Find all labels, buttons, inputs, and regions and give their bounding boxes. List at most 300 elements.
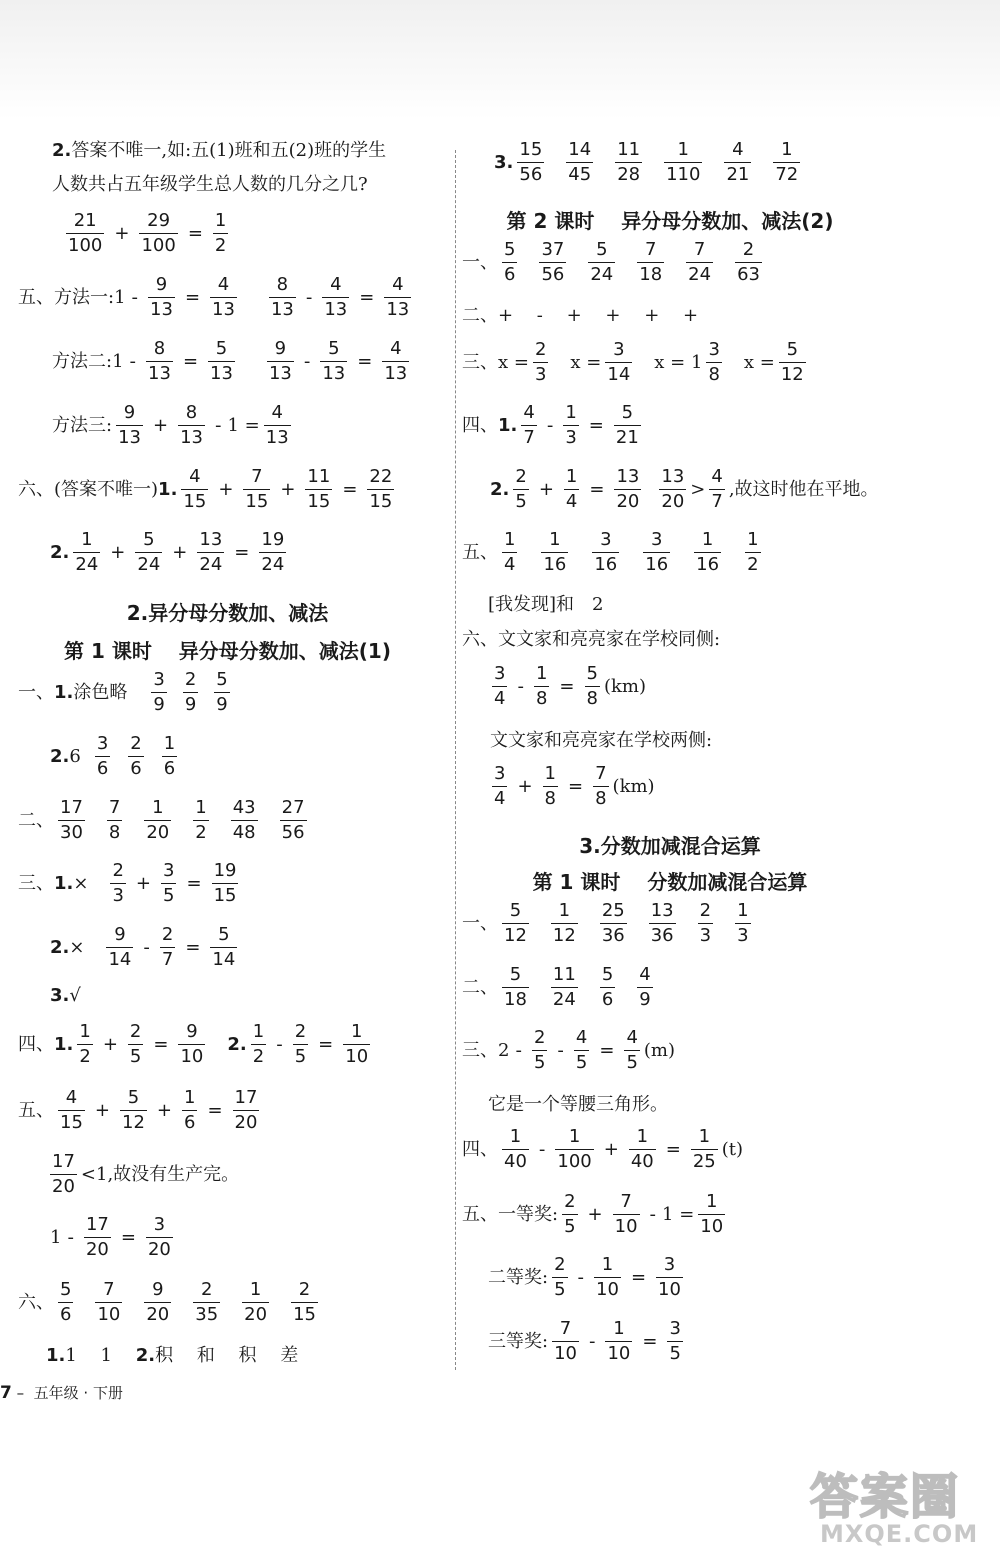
operator: + bbox=[152, 414, 169, 436]
operator: = bbox=[357, 350, 373, 372]
fraction-numerator: 11 bbox=[617, 139, 641, 160]
fraction-denominator: 15 bbox=[245, 490, 269, 512]
fraction bbox=[492, 665, 507, 709]
fraction-denominator: 13 bbox=[322, 362, 346, 384]
fraction-denominator: 13 bbox=[386, 298, 410, 320]
fraction-numerator: 1 bbox=[509, 1126, 522, 1147]
fraction bbox=[293, 1023, 308, 1067]
fraction bbox=[566, 141, 593, 185]
answer-line bbox=[18, 1023, 374, 1067]
fraction bbox=[146, 1216, 173, 1260]
text-segment: 三、2 bbox=[462, 1039, 510, 1061]
fraction-numerator: 8 bbox=[153, 338, 166, 359]
fraction-denominator: 30 bbox=[60, 821, 83, 843]
fraction bbox=[178, 1023, 205, 1067]
fraction bbox=[233, 1089, 260, 1133]
fraction bbox=[551, 966, 578, 1010]
text-segment: 文文家和亮亮家在学校两侧: bbox=[490, 730, 713, 751]
fraction-denominator: 13 bbox=[384, 362, 408, 384]
fraction-numerator: 3 bbox=[153, 669, 165, 690]
fraction bbox=[698, 902, 713, 946]
fraction-numerator: 3 bbox=[708, 339, 720, 360]
text-segment: 方法三: bbox=[52, 414, 113, 436]
fraction-denominator: 6 bbox=[163, 757, 176, 779]
fraction-numerator: 2 bbox=[161, 924, 174, 945]
fraction bbox=[745, 531, 760, 575]
fraction-numerator: 5 bbox=[596, 239, 608, 260]
fraction bbox=[382, 340, 409, 384]
fraction-numerator: 1 bbox=[613, 1318, 625, 1339]
fraction-numerator: 1 bbox=[558, 900, 571, 921]
fraction bbox=[613, 1193, 640, 1237]
fraction bbox=[643, 531, 670, 575]
fraction-numerator: 2 bbox=[699, 900, 712, 921]
fraction-numerator: 3 bbox=[494, 663, 506, 684]
fraction-numerator: 5 bbox=[509, 900, 522, 921]
fraction bbox=[563, 404, 578, 448]
fraction-denominator: 2 bbox=[214, 234, 227, 256]
text-segment: 三等奖: bbox=[488, 1330, 549, 1352]
fraction bbox=[521, 404, 536, 448]
fraction-numerator: 1 bbox=[535, 663, 548, 684]
text-segment: 6 bbox=[69, 745, 81, 767]
fraction-denominator: 20 bbox=[661, 490, 685, 512]
answer-line bbox=[488, 1320, 687, 1364]
fraction-denominator: 100 bbox=[141, 234, 176, 256]
fraction-numerator: 2 bbox=[533, 1027, 546, 1048]
scan-top-shade bbox=[0, 0, 1000, 120]
operator: = bbox=[630, 1266, 647, 1288]
fraction-numerator: 4 bbox=[330, 274, 342, 295]
fraction-numerator: 9 bbox=[123, 402, 136, 423]
operator: - bbox=[577, 1266, 585, 1288]
fraction bbox=[664, 141, 702, 185]
fraction-denominator: 36 bbox=[650, 924, 674, 946]
fraction-numerator: 1 bbox=[152, 797, 164, 818]
fraction-denominator: 16 bbox=[645, 553, 669, 575]
fraction-numerator: 9 bbox=[274, 338, 287, 359]
item-number: 1. bbox=[54, 1033, 74, 1055]
fraction-numerator: 8 bbox=[185, 402, 198, 423]
fraction-denominator: 6 bbox=[60, 1303, 72, 1325]
fraction-numerator: 1 bbox=[781, 139, 793, 160]
fraction-numerator: 7 bbox=[103, 1279, 115, 1300]
fraction-denominator: 10 bbox=[658, 1278, 681, 1300]
text-segment: 二、+ - + + + + bbox=[462, 305, 699, 326]
text-segment: × bbox=[73, 872, 89, 894]
fraction-denominator: 100 bbox=[68, 234, 103, 256]
answer-line bbox=[46, 1347, 298, 1365]
text-segment: 二、 bbox=[462, 976, 498, 998]
fraction-numerator: 13 bbox=[616, 466, 640, 487]
fraction bbox=[779, 341, 806, 385]
fraction bbox=[193, 799, 208, 843]
fraction-numerator: 5 bbox=[215, 338, 228, 359]
fraction-numerator: 7 bbox=[620, 1191, 632, 1212]
text-segment: 五、方法一:1 bbox=[18, 286, 126, 308]
fraction bbox=[193, 1281, 220, 1325]
fraction bbox=[605, 341, 632, 385]
fraction bbox=[280, 799, 307, 843]
answer-line bbox=[488, 1096, 668, 1114]
fraction-denominator: 14 bbox=[108, 948, 132, 970]
text-segment: 一、 bbox=[18, 681, 54, 703]
fraction-denominator: 5 bbox=[626, 1051, 638, 1073]
answer-line bbox=[488, 665, 646, 709]
heading-right-lesson-2: 第 2 课时 异分母分数加、减法(2) bbox=[506, 209, 834, 233]
fraction bbox=[50, 1153, 77, 1197]
fraction-denominator: 3 bbox=[534, 363, 547, 385]
answer-line bbox=[18, 276, 415, 320]
item-number: 2. bbox=[50, 541, 70, 563]
fraction-numerator: 4 bbox=[732, 139, 744, 160]
fraction-numerator: 4 bbox=[639, 964, 651, 985]
fraction-denominator: 3 bbox=[112, 884, 124, 906]
fraction-numerator: 13 bbox=[199, 529, 223, 550]
answer-line bbox=[52, 404, 295, 448]
operator: = bbox=[120, 1226, 136, 1248]
fraction-denominator: 3 bbox=[699, 924, 712, 946]
fraction-numerator: 1 bbox=[701, 529, 714, 550]
fraction-denominator: 12 bbox=[122, 1111, 145, 1133]
fraction-numerator: 2 bbox=[294, 1021, 307, 1042]
fraction-numerator: 11 bbox=[307, 466, 331, 487]
fraction-numerator: 3 bbox=[494, 763, 506, 784]
fraction bbox=[58, 799, 85, 843]
fraction bbox=[552, 1256, 567, 1300]
answer-line bbox=[462, 404, 645, 448]
fraction bbox=[588, 241, 615, 285]
fraction-denominator: 2 bbox=[252, 1045, 265, 1067]
operator: = bbox=[207, 1099, 223, 1121]
fraction-numerator: 1 bbox=[249, 1279, 262, 1300]
answer-line bbox=[52, 176, 368, 194]
fraction-denominator: 6 bbox=[504, 263, 516, 285]
fraction-denominator: 10 bbox=[607, 1342, 631, 1364]
text-segment: (m) bbox=[643, 1039, 676, 1061]
text-segment: 三、x = bbox=[462, 351, 529, 373]
operator: - bbox=[131, 286, 139, 308]
fraction-denominator: 5 bbox=[533, 1051, 546, 1073]
fraction-denominator: 10 bbox=[345, 1045, 369, 1067]
fraction bbox=[735, 902, 750, 946]
fraction bbox=[649, 902, 676, 946]
fraction bbox=[686, 241, 713, 285]
fraction-denominator: 13 bbox=[150, 298, 173, 320]
answer-line bbox=[50, 1216, 177, 1260]
fraction bbox=[592, 531, 619, 575]
item-number: 1. bbox=[158, 478, 178, 500]
answer-line bbox=[18, 468, 398, 512]
fraction bbox=[605, 1320, 632, 1364]
item-number: 2. bbox=[52, 140, 72, 161]
fraction-numerator: 1 bbox=[737, 900, 749, 921]
fraction bbox=[502, 966, 529, 1010]
fraction-numerator: 1 bbox=[636, 1126, 649, 1147]
fraction-numerator: 2 bbox=[129, 1021, 142, 1042]
fraction bbox=[698, 1193, 725, 1237]
fraction bbox=[532, 1029, 547, 1073]
fraction-numerator: 7 bbox=[595, 763, 607, 784]
fraction bbox=[269, 276, 296, 320]
item-number: 1. bbox=[54, 681, 74, 703]
fraction bbox=[160, 926, 175, 970]
fraction-denominator: 12 bbox=[780, 363, 804, 385]
fraction-denominator: 21 bbox=[726, 163, 750, 185]
heading-right-lesson-1: 第 1 课时 分数加减混合运算 bbox=[532, 870, 808, 894]
fraction-denominator: 20 bbox=[616, 490, 640, 512]
fraction-numerator: 19 bbox=[261, 529, 285, 550]
fraction bbox=[593, 765, 608, 809]
text-segment: 五、 bbox=[462, 541, 498, 563]
fraction-denominator: 5 bbox=[129, 1045, 142, 1067]
fraction-numerator: 2 bbox=[184, 669, 197, 690]
operator: + bbox=[587, 1203, 603, 1225]
answer-line bbox=[462, 341, 810, 385]
fraction bbox=[183, 671, 198, 715]
answer-line bbox=[462, 1128, 743, 1172]
fraction-denominator: 5 bbox=[564, 1215, 576, 1237]
item-number: 2. bbox=[50, 936, 70, 958]
fraction bbox=[502, 1128, 529, 1172]
fraction bbox=[517, 141, 544, 185]
fraction-numerator: 7 bbox=[644, 239, 657, 260]
fraction bbox=[264, 404, 291, 448]
fraction bbox=[600, 966, 615, 1010]
fraction-denominator: 18 bbox=[504, 988, 527, 1010]
fraction-denominator: 20 bbox=[85, 1238, 109, 1260]
text-segment: <1,故没有生产完。 bbox=[80, 1163, 240, 1185]
fraction-numerator: 14 bbox=[568, 139, 592, 160]
fraction-denominator: 14 bbox=[212, 948, 236, 970]
fraction-denominator: 15 bbox=[293, 1303, 316, 1325]
fraction bbox=[659, 468, 686, 512]
answer-line bbox=[462, 531, 765, 575]
fraction bbox=[214, 671, 229, 715]
text-segment: 1 = bbox=[662, 1203, 695, 1225]
fraction bbox=[691, 1128, 718, 1172]
text-segment: 答案不唯一,如:五(1)班和五(2)班的学生 bbox=[71, 140, 387, 161]
fraction-numerator: 5 bbox=[127, 1087, 140, 1108]
fraction bbox=[231, 799, 258, 843]
fraction-numerator: 2 bbox=[515, 466, 527, 487]
fraction-denominator: 9 bbox=[639, 988, 651, 1010]
answer-line bbox=[50, 926, 241, 970]
fraction bbox=[551, 902, 578, 946]
fraction-denominator: 5 bbox=[554, 1278, 566, 1300]
fraction-numerator: 4 bbox=[189, 466, 201, 487]
fraction-denominator: 6 bbox=[601, 988, 614, 1010]
fraction-denominator: 110 bbox=[666, 163, 701, 185]
fraction-denominator: 28 bbox=[617, 163, 641, 185]
fraction bbox=[106, 926, 133, 970]
fraction bbox=[128, 735, 143, 779]
fraction-numerator: 1 bbox=[698, 1126, 711, 1147]
fraction-denominator: 24 bbox=[261, 553, 285, 575]
operator: + bbox=[110, 541, 126, 563]
text-segment: ,故这时他在平地。 bbox=[728, 478, 879, 500]
operator: + bbox=[102, 1033, 118, 1055]
fraction-numerator: 3 bbox=[96, 733, 109, 754]
operator: + bbox=[280, 478, 296, 500]
fraction-numerator: 3 bbox=[669, 1318, 681, 1339]
fraction-numerator: 1 bbox=[252, 1021, 265, 1042]
fraction bbox=[208, 340, 235, 384]
text-segment: 1 1 bbox=[65, 1345, 136, 1366]
text-segment: 1 = bbox=[227, 414, 260, 436]
fraction-denominator: 20 bbox=[146, 1303, 170, 1325]
fraction bbox=[58, 1281, 73, 1325]
fraction bbox=[107, 799, 122, 843]
fraction-numerator: 1 bbox=[214, 210, 227, 231]
fraction bbox=[667, 1320, 682, 1364]
fraction-denominator: 7 bbox=[161, 948, 174, 970]
item-number: 2. bbox=[227, 1033, 247, 1055]
fraction-denominator: 6 bbox=[184, 1111, 196, 1133]
fraction-denominator: 13 bbox=[118, 426, 141, 448]
fraction-numerator: 1 bbox=[568, 1126, 581, 1147]
fraction-denominator: 3 bbox=[565, 426, 577, 448]
operator: = bbox=[588, 414, 604, 436]
fraction-denominator: 20 bbox=[146, 821, 170, 843]
fraction bbox=[162, 735, 177, 779]
fraction bbox=[213, 212, 228, 256]
answer-line bbox=[52, 142, 386, 160]
fraction-numerator: 21 bbox=[73, 210, 97, 231]
operator: = bbox=[184, 286, 201, 308]
fraction-numerator: 5 bbox=[216, 669, 228, 690]
operator: = bbox=[187, 222, 203, 244]
fraction-numerator: 5 bbox=[328, 338, 340, 359]
fraction-denominator: 12 bbox=[552, 924, 576, 946]
fraction-denominator: 20 bbox=[234, 1111, 258, 1133]
heading-section-3: 3.分数加减混合运算 bbox=[579, 834, 761, 858]
heading-lesson-1: 第 1 课时 异分母分数加、减法(1) bbox=[63, 639, 391, 663]
fraction-denominator: 3 bbox=[737, 924, 749, 946]
fraction bbox=[367, 468, 394, 512]
answer-line bbox=[18, 671, 234, 715]
operator: + bbox=[517, 775, 533, 797]
operator: - bbox=[305, 286, 313, 308]
fraction-denominator: 18 bbox=[639, 263, 663, 285]
item-number: 3. bbox=[50, 985, 70, 1006]
text-segment: x = 1 bbox=[654, 351, 703, 373]
fraction-denominator: 8 bbox=[544, 787, 556, 809]
fraction-numerator: 25 bbox=[601, 900, 625, 921]
fraction-denominator: 13 bbox=[265, 426, 289, 448]
fraction-numerator: 5 bbox=[60, 1279, 72, 1300]
fraction-numerator: 1 bbox=[195, 797, 207, 818]
fraction-numerator: 43 bbox=[232, 797, 256, 818]
fraction bbox=[773, 141, 800, 185]
fraction bbox=[66, 212, 104, 256]
fraction-denominator: 40 bbox=[504, 1150, 527, 1172]
operator: = bbox=[568, 775, 584, 797]
fraction bbox=[543, 765, 558, 809]
fraction bbox=[151, 671, 166, 715]
fraction bbox=[534, 665, 549, 709]
fraction-denominator: 56 bbox=[281, 821, 305, 843]
fraction-numerator: 1 bbox=[350, 1021, 363, 1042]
answer-line bbox=[462, 241, 766, 285]
fraction-numerator: 29 bbox=[147, 210, 171, 231]
operator: - bbox=[143, 936, 150, 958]
fraction-denominator: 21 bbox=[615, 426, 639, 448]
fraction-numerator: 2 bbox=[130, 733, 142, 754]
fraction-numerator: 2 bbox=[200, 1279, 213, 1300]
operator: = bbox=[153, 1033, 169, 1055]
fraction-numerator: 4 bbox=[271, 402, 283, 423]
fraction bbox=[267, 340, 294, 384]
fraction-numerator: 8 bbox=[276, 274, 289, 295]
fraction-denominator: 6 bbox=[130, 757, 142, 779]
fraction bbox=[197, 531, 224, 575]
text-segment: 六、(答案不唯一) bbox=[18, 478, 159, 500]
fraction-denominator: 4 bbox=[504, 553, 516, 575]
text-segment: 涂色略 bbox=[73, 681, 128, 703]
fraction-denominator: 10 bbox=[554, 1342, 577, 1364]
operator: + bbox=[603, 1138, 619, 1160]
operator: - bbox=[557, 1039, 564, 1061]
operator: = bbox=[359, 286, 375, 308]
fraction-denominator: 7 bbox=[711, 490, 723, 512]
fraction bbox=[77, 1023, 92, 1067]
fraction-numerator: 3 bbox=[600, 529, 612, 550]
fraction-denominator: 15 bbox=[369, 490, 393, 512]
operator: = bbox=[318, 1033, 334, 1055]
text-segment: 二、 bbox=[18, 809, 54, 831]
answer-line bbox=[50, 987, 81, 1005]
fraction-numerator: 1 bbox=[549, 529, 561, 550]
fraction-numerator: 5 bbox=[509, 964, 522, 985]
fraction-denominator: 8 bbox=[108, 821, 121, 843]
operator: - bbox=[515, 1039, 522, 1061]
answer-line bbox=[462, 902, 755, 946]
text-segment: > bbox=[690, 478, 706, 500]
fraction-numerator: 17 bbox=[60, 797, 83, 818]
answer-line bbox=[50, 531, 290, 575]
fraction-denominator: 25 bbox=[692, 1150, 716, 1172]
text-segment: (t) bbox=[721, 1138, 744, 1160]
text-segment: (km) bbox=[612, 775, 655, 797]
fraction bbox=[637, 966, 652, 1010]
text-segment: x = bbox=[743, 351, 775, 373]
fraction-numerator: 5 bbox=[143, 529, 155, 550]
fraction-numerator: 1 bbox=[677, 139, 689, 160]
fraction-denominator: 63 bbox=[737, 263, 760, 285]
fraction-denominator: 12 bbox=[504, 924, 527, 946]
fraction-numerator: 7 bbox=[559, 1318, 572, 1339]
fraction-denominator: 20 bbox=[244, 1303, 268, 1325]
fraction-denominator: 16 bbox=[696, 553, 720, 575]
answer-line bbox=[52, 340, 413, 384]
fraction-denominator: 20 bbox=[147, 1238, 171, 1260]
fraction bbox=[210, 276, 237, 320]
text-segment: 三、 bbox=[18, 872, 54, 894]
fraction-denominator: 36 bbox=[601, 924, 625, 946]
fraction bbox=[181, 468, 208, 512]
operator: = bbox=[182, 350, 199, 372]
item-number: 2. bbox=[135, 1345, 156, 1366]
fraction bbox=[210, 926, 237, 970]
fraction-numerator: 3 bbox=[153, 1214, 166, 1235]
fraction bbox=[555, 1128, 593, 1172]
fraction-numerator: 37 bbox=[541, 239, 565, 260]
answer-line bbox=[50, 735, 181, 779]
fraction-numerator: 9 bbox=[186, 1021, 198, 1042]
fraction bbox=[492, 765, 507, 809]
fraction-numerator: 5 bbox=[218, 924, 230, 945]
